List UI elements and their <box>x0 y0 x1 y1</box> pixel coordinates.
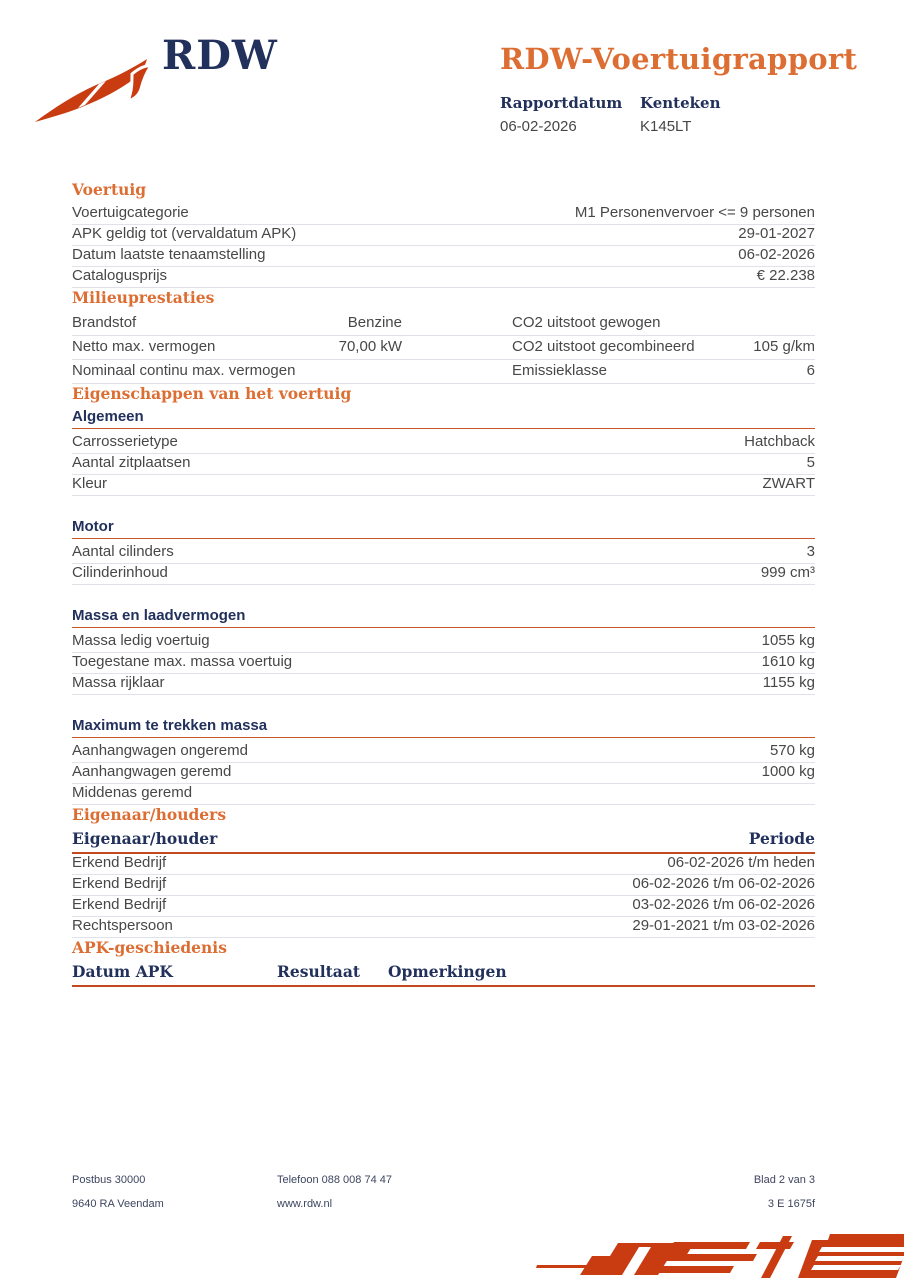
page-footer <box>72 1168 815 1216</box>
section-title-eigenschappen: Eigenschappen van het voertuig <box>72 384 352 403</box>
column-header-period: Periode <box>748 829 815 848</box>
period-cell: 06-02-2026 t/m 06-02-2026 <box>632 875 815 892</box>
column-header-owner: Eigenaar/houder <box>72 829 218 848</box>
table-row <box>72 854 815 875</box>
table-row <box>72 454 815 475</box>
table-row <box>72 653 815 674</box>
title-block <box>500 42 860 135</box>
subsection-title-algemeen: Algemeen <box>72 408 815 429</box>
row-label: Voertuigcategorie <box>72 204 189 221</box>
row-value: 70,00 kW <box>338 338 402 355</box>
section-title-voertuig: Voertuig <box>72 180 147 199</box>
row-label: Cilinderinhoud <box>72 564 168 581</box>
row-label: Massa rijklaar <box>72 674 165 691</box>
row-label: Toegestane max. massa voertuig <box>72 653 293 670</box>
row-label: Datum laatste tenaamstelling <box>72 246 266 263</box>
row-value: M1 Personenvervoer <= 9 personen <box>574 204 815 221</box>
row-label: APK geldig tot (vervaldatum APK) <box>72 225 297 242</box>
table-row <box>72 674 815 695</box>
table-row <box>72 917 815 938</box>
table-row <box>72 763 815 784</box>
table-row <box>72 742 815 763</box>
row-label: Carrosserietype <box>72 433 178 450</box>
table-row <box>72 246 815 267</box>
row-value: 5 <box>806 454 815 471</box>
rdw-wing-icon <box>32 36 154 133</box>
table-row <box>72 632 815 653</box>
row-value: 6 <box>806 362 815 379</box>
period-cell: 03-02-2026 t/m 06-02-2026 <box>632 896 815 913</box>
row-label: Aanhangwagen ongeremd <box>72 742 248 759</box>
rdw-speed-stripes-icon <box>518 1234 904 1280</box>
row-label: CO2 uitstoot gewogen <box>512 314 661 331</box>
row-value: 999 cm³ <box>760 564 815 581</box>
row-value: Benzine <box>347 314 402 331</box>
footer-website: www.rdw.nl <box>277 1198 333 1210</box>
owner-cell: Erkend Bedrijf <box>72 854 167 871</box>
row-label: Aantal cilinders <box>72 543 174 560</box>
row-value: 105 g/km <box>753 338 815 355</box>
row-value: 29-01-2027 <box>738 225 815 242</box>
owner-cell: Erkend Bedrijf <box>72 896 167 913</box>
table-row <box>72 475 815 496</box>
period-cell: 06-02-2026 t/m heden <box>667 854 815 871</box>
footer-address-line2: 9640 RA Veendam <box>72 1198 164 1210</box>
row-label: Nominaal continu max. vermogen <box>72 362 296 379</box>
table-row <box>72 543 815 564</box>
footer-phone: Telefoon 088 008 74 47 <box>277 1174 392 1186</box>
row-value: 1000 kg <box>761 763 815 780</box>
table-row <box>72 225 815 246</box>
row-label: Netto max. vermogen <box>72 338 216 355</box>
row-value: 570 kg <box>769 742 815 759</box>
row-value: € 22.238 <box>756 267 815 284</box>
owner-cell: Rechtspersoon <box>72 917 173 934</box>
plate-block <box>640 94 780 135</box>
page-title: RDW-Voertuigrapport <box>500 42 858 76</box>
subsection-title-motor: Motor <box>72 518 815 539</box>
row-label: Aanhangwagen geremd <box>72 763 232 780</box>
footer-row <box>72 1168 815 1192</box>
section-title-apk: APK-geschiedenis <box>72 938 227 957</box>
table-row <box>72 267 815 288</box>
rdw-logo-text: RDW <box>162 32 278 79</box>
row-label: Emissieklasse <box>512 362 608 379</box>
subsection-title-massa: Massa en laadvermogen <box>72 607 815 628</box>
row-label: CO2 uitstoot gecombineerd <box>512 338 695 355</box>
row-label: Aantal zitplaatsen <box>72 454 191 471</box>
table-row <box>72 784 815 805</box>
column-header-apk-result: Resultaat <box>277 962 361 981</box>
footer-page-indicator: Blad 2 van 3 <box>753 1174 815 1186</box>
subsection-title-trekken: Maximum te trekken massa <box>72 717 815 738</box>
report-content <box>72 180 815 987</box>
report-date-block <box>500 94 640 135</box>
row-label: Catalogusprijs <box>72 267 168 284</box>
footer-row <box>72 1192 815 1216</box>
column-header-apk-remarks: Opmerkingen <box>388 962 507 981</box>
report-date-label: Rapportdatum <box>500 94 623 112</box>
table-row <box>72 875 815 896</box>
apk-table-header <box>72 962 815 987</box>
plate-label: Kenteken <box>640 94 721 112</box>
report-date-value: 06-02-2026 <box>500 118 577 135</box>
row-label: Brandstof <box>72 314 137 331</box>
owners-table-header <box>72 829 815 854</box>
row-label: Middenas geremd <box>72 784 193 801</box>
table-row <box>72 312 815 336</box>
row-label: Kleur <box>72 475 108 492</box>
owner-cell: Erkend Bedrijf <box>72 875 167 892</box>
row-value: ZWART <box>762 475 815 492</box>
section-title-eigenaar: Eigenaar/houders <box>72 805 227 824</box>
row-value: 1055 kg <box>761 632 815 649</box>
row-label: Massa ledig voertuig <box>72 632 210 649</box>
table-row <box>72 564 815 585</box>
row-value: Hatchback <box>744 433 815 450</box>
table-row <box>72 360 815 384</box>
table-row <box>72 896 815 917</box>
section-title-milieuprestaties: Milieuprestaties <box>72 288 215 307</box>
column-header-apk-date: Datum APK <box>72 962 173 981</box>
row-value: 1155 kg <box>762 674 815 691</box>
plate-value: K145LT <box>640 118 692 135</box>
footer-address-line1: Postbus 30000 <box>72 1174 146 1186</box>
table-row <box>72 433 815 454</box>
table-row <box>72 204 815 225</box>
row-value: 3 <box>806 543 815 560</box>
row-value: 06-02-2026 <box>738 246 815 263</box>
period-cell: 29-01-2021 t/m 03-02-2026 <box>632 917 815 934</box>
table-row <box>72 336 815 360</box>
footer-form-code: 3 E 1675f <box>767 1198 815 1210</box>
row-value: 1610 kg <box>761 653 815 670</box>
